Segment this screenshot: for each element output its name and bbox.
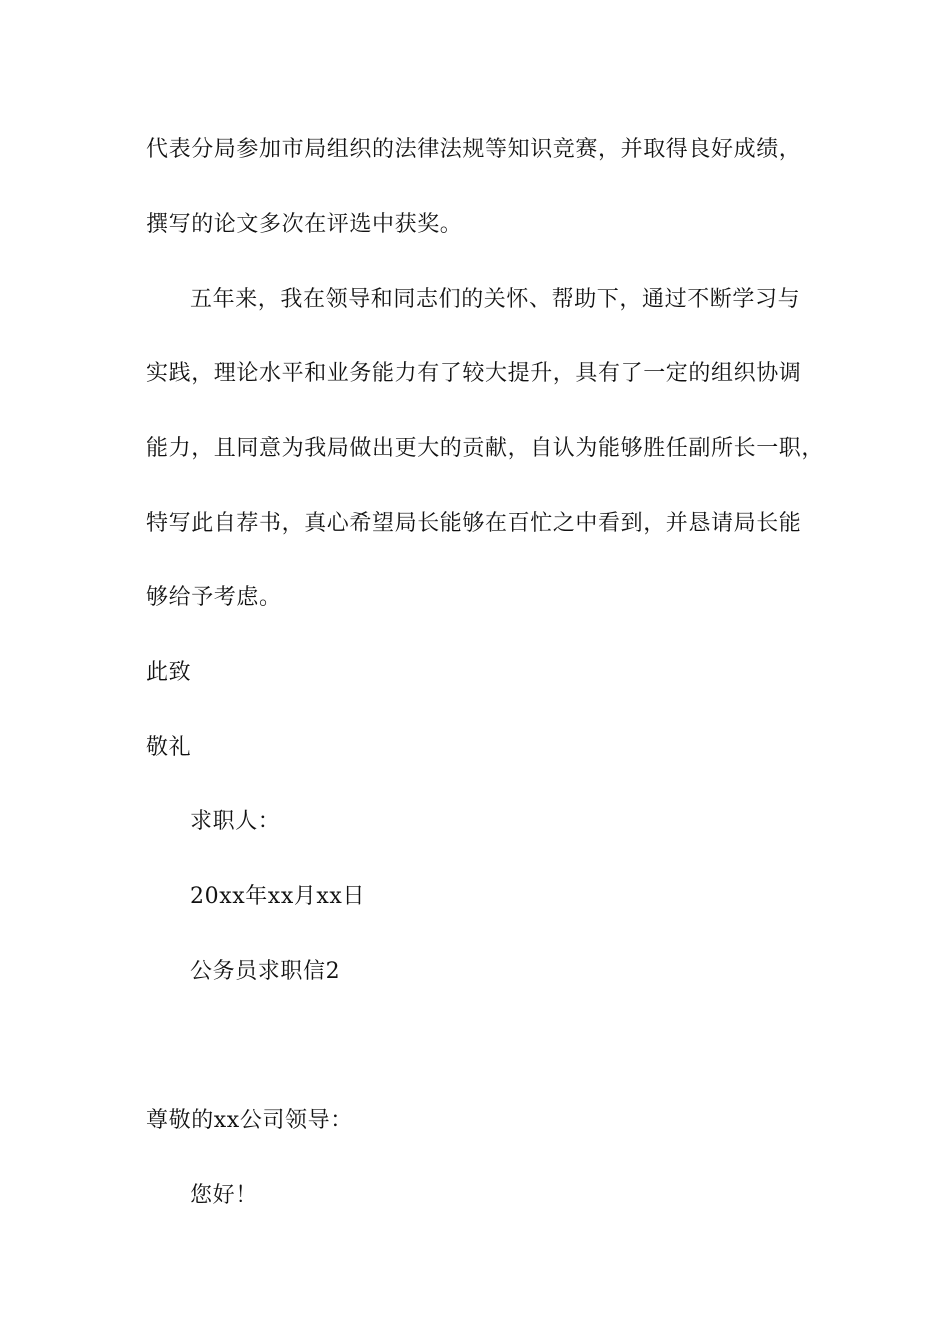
- body-line-3: 五年来，我在领导和同志们的关怀、帮助下，通过不断学习与: [190, 287, 801, 312]
- body-line-2: 撰写的论文多次在评选中获奖。: [146, 212, 463, 237]
- body-line-1: 代表分局参加市局组织的法律法规等知识竞赛，并取得良好成绩，: [146, 137, 802, 162]
- closing-ci-zhi: 此致: [146, 660, 192, 685]
- applicant-label: 求职人：: [190, 809, 281, 834]
- body-line-5: 能力，且同意为我局做出更大的贡献，自认为能够胜任副所长一职，: [146, 436, 825, 461]
- closing-jing-li: 敬礼: [146, 735, 192, 760]
- greeting: 您好！: [190, 1183, 258, 1208]
- body-line-7: 够给予考虑。: [146, 585, 282, 610]
- body-line-4: 实践，理论水平和业务能力有了较大提升，具有了一定的组织协调: [146, 361, 802, 386]
- date-line: 20xx年xx月xx日: [190, 884, 366, 909]
- body-line-6: 特写此自荐书，真心希望局长能够在百忙之中看到，并恳请局长能: [146, 511, 802, 536]
- salutation: 尊敬的xx公司领导：: [146, 1108, 353, 1133]
- section-title: 公务员求职信2: [190, 959, 341, 984]
